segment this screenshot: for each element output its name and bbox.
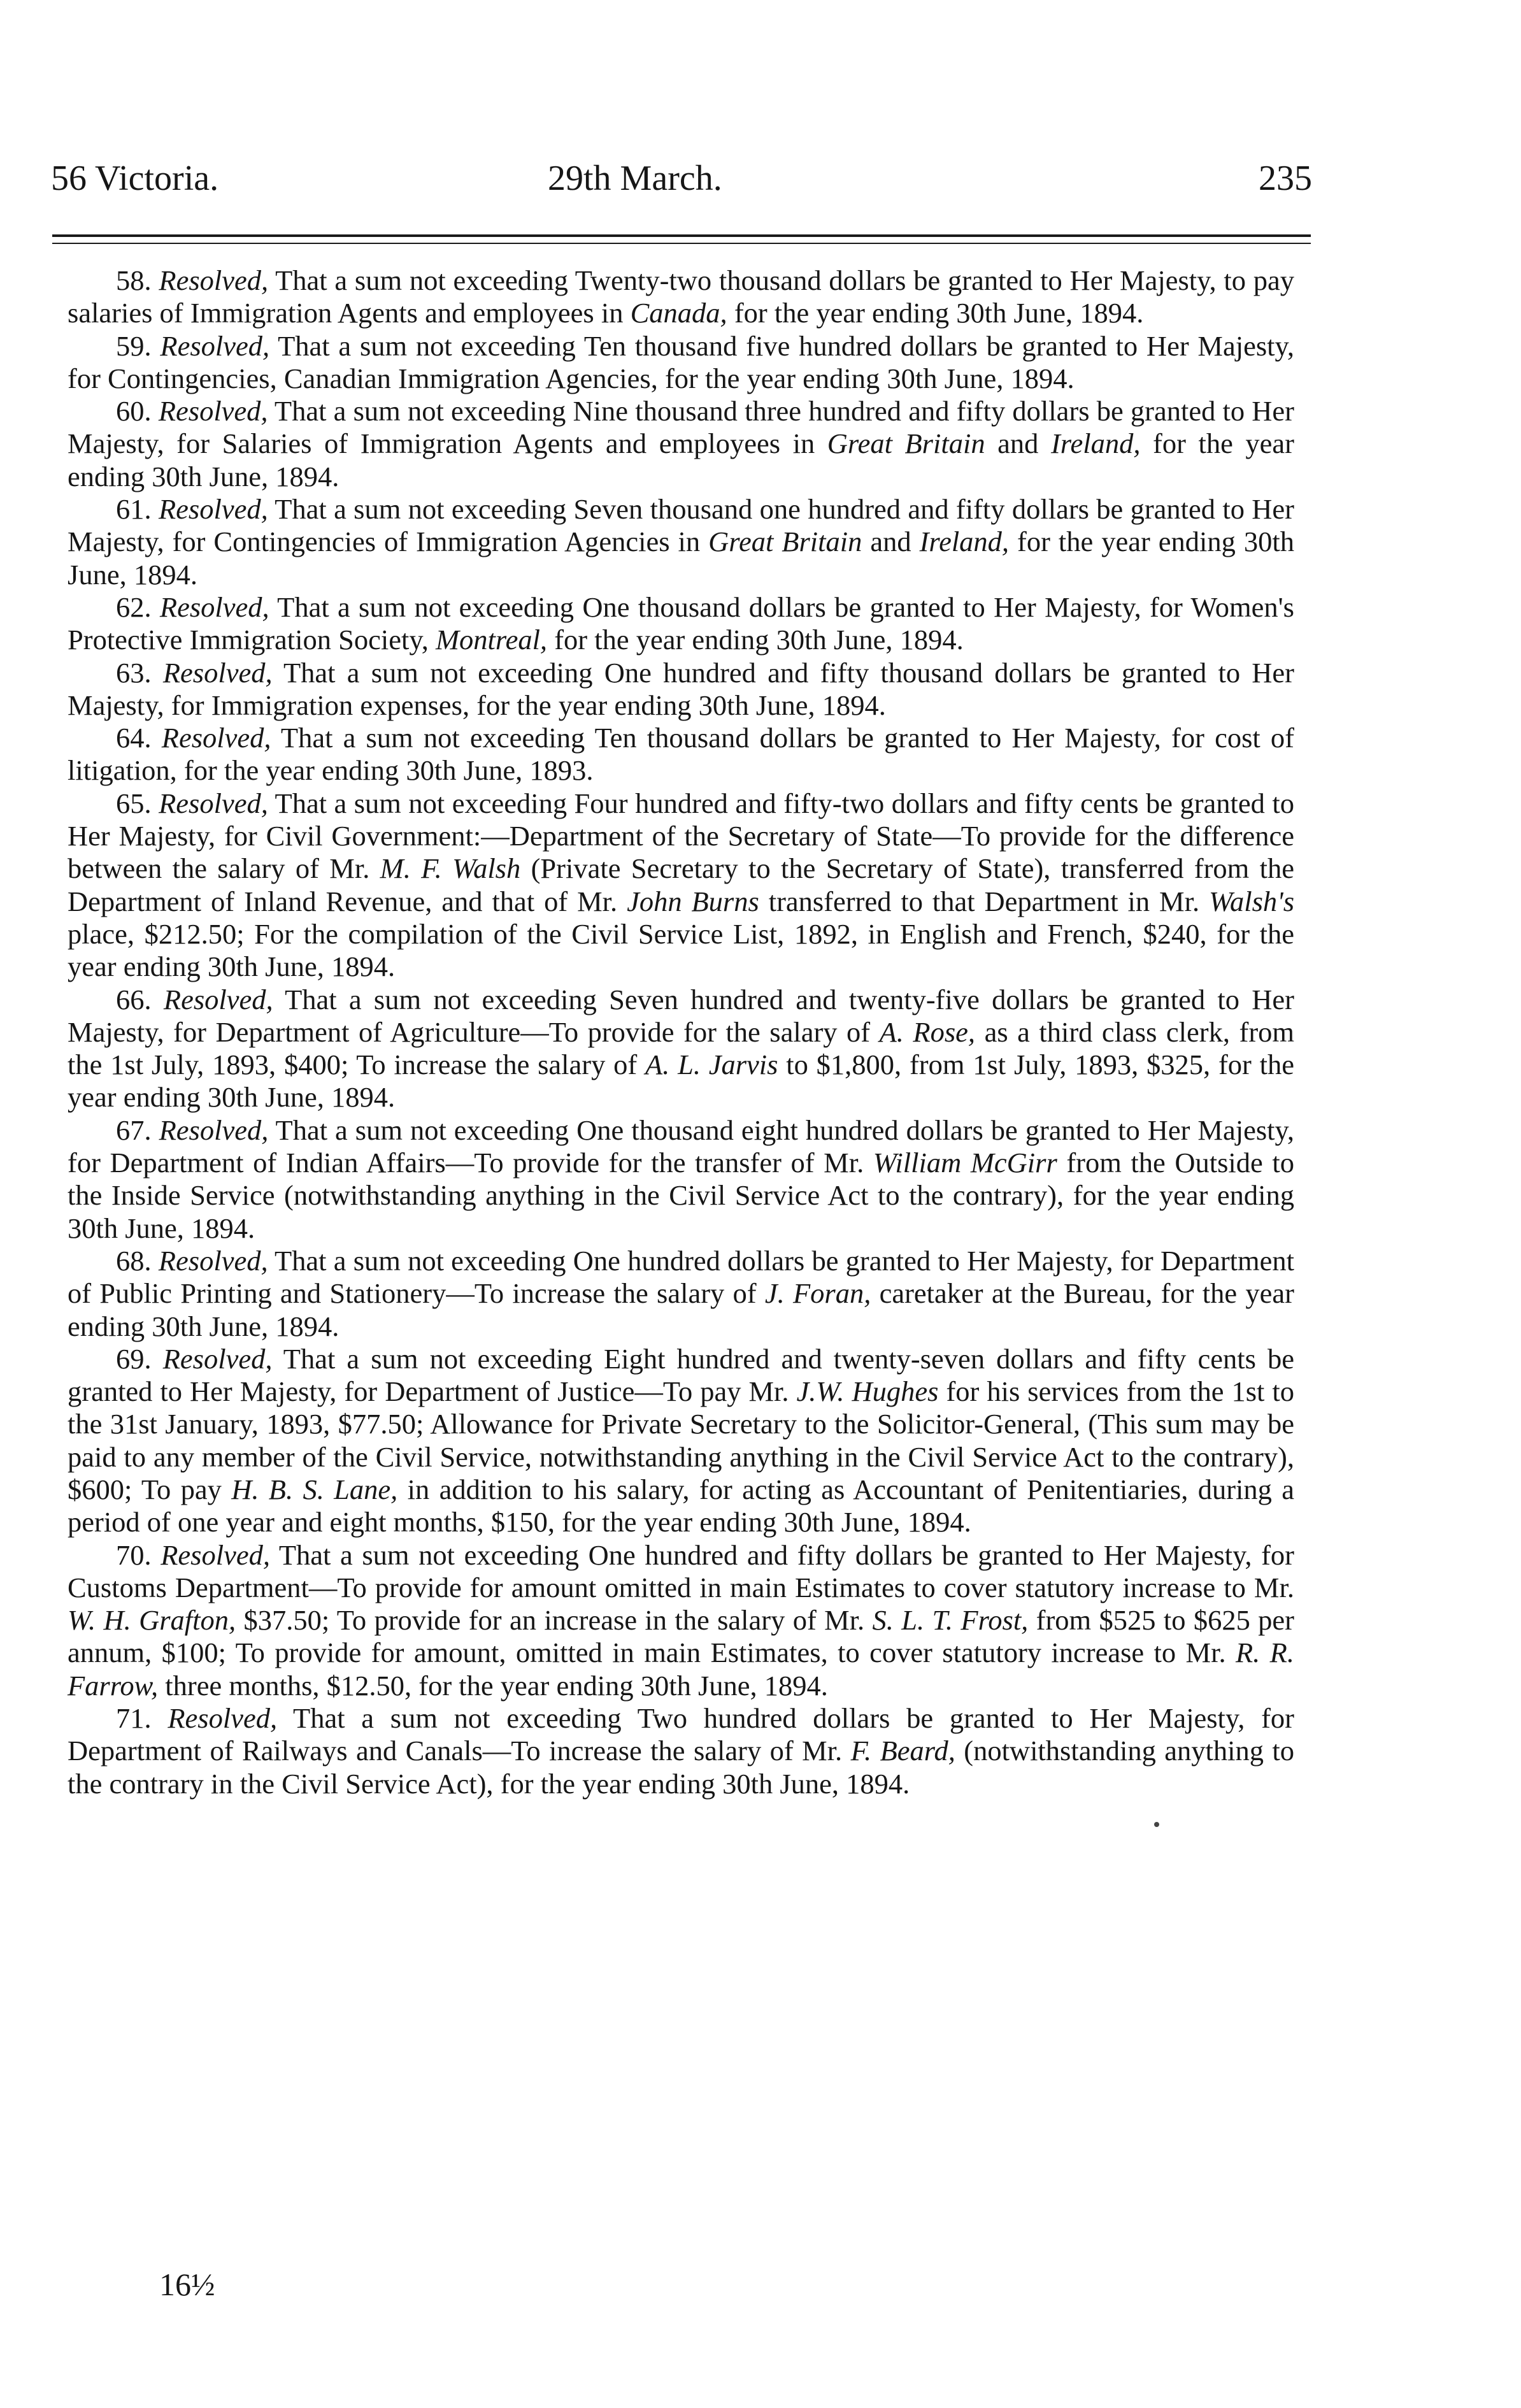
resolution-number: 68. [116, 1244, 152, 1277]
resolution-paragraph [68, 984, 1294, 1114]
resolved-word: Resolved, [159, 591, 269, 623]
resolution-number: 70. [116, 1538, 152, 1571]
resolution-paragraph [68, 493, 1294, 591]
text-segment: and [985, 427, 1051, 460]
italic-name-segment: Walsh's [1209, 885, 1295, 917]
italic-name-segment: M. F. Walsh [380, 852, 521, 885]
text-segment: for the year ending 30th June, 1894. [547, 624, 964, 656]
text-segment: That a sum not exceeding One hundred and fifty dollars be granted to Her Majesty, for Customs Department—To provide for amount omitted in main Estimates to cover statutory increase to Mr. [68, 1538, 1295, 1603]
resolved-word: Resolved, [160, 329, 270, 362]
italic-name-segment: Great Britain [708, 526, 862, 558]
resolution-paragraph [68, 1539, 1294, 1702]
resolution-paragraph [68, 787, 1294, 984]
resolution-number: 59. [116, 329, 152, 362]
italic-name-segment: R. R. Farrow, [68, 1637, 1294, 1702]
resolved-word: Resolved, [159, 264, 269, 296]
italic-name-segment: A. L. Jarvis [645, 1049, 778, 1081]
resolved-word: Resolved, [158, 1244, 268, 1277]
resolution-paragraph [68, 657, 1294, 722]
page-header [51, 153, 1312, 204]
text-segment: for the year ending 30th June, 1894. [68, 526, 1294, 591]
resolution-number: 66. [116, 983, 152, 1015]
text-segment: for the year ending 30th June, 1894. [68, 427, 1294, 492]
header-session: 56 Victoria. [51, 159, 219, 198]
italic-name-segment: J. Foran, [764, 1277, 871, 1310]
italic-name-segment: H. B. S. Lane, [231, 1473, 398, 1505]
italic-name-segment: J.W. Hughes [796, 1375, 939, 1408]
signature-mark: 16½ [159, 2267, 215, 2302]
resolved-word: Resolved, [158, 493, 268, 526]
resolution-paragraph [68, 1114, 1294, 1245]
text-segment: as a third class clerk, from the 1st July, 1893, $400; To increase the salary of [68, 1015, 1294, 1081]
text-segment: That a sum not exceeding Eight hundred and twenty-seven dollars and fifty cents be granted to Her Majesty, for Department of Justice—To pay Mr. [68, 1342, 1295, 1408]
text-segment: That a sum not exceeding Seven hundred and twenty-five dollars be granted to Her Majesty, for Department of Agriculture—To provide for the salary of [68, 983, 1295, 1048]
resolved-word: Resolved, [159, 787, 268, 819]
resolutions-body [68, 264, 1294, 1800]
resolved-word: Resolved, [162, 1342, 273, 1375]
resolution-paragraph [68, 1343, 1294, 1539]
text-segment: (notwithstanding anything to the contrary in the Civil Service Act), for the year ending 30th June, 1894. [68, 1735, 1295, 1800]
resolution-paragraph [68, 1245, 1294, 1343]
header-date: 29th March. [548, 159, 722, 198]
resolution-number: 61. [116, 493, 152, 526]
resolution-number: 67. [116, 1114, 152, 1146]
resolution-paragraph [68, 722, 1294, 787]
text-segment: That a sum not exceeding Nine thousand three hundred and fifty dollars be granted to Her Majesty, for Salaries of Immigration Agents and employees in [68, 395, 1294, 460]
text-segment: That a sum not exceeding Four hundred and fifty-two dollars and fifty cents be granted to Her Majesty, for Civil Government:—Department of the Secretary of State—To provide for the difference between the salary of Mr. [68, 787, 1294, 885]
resolved-word: Resolved, [159, 1114, 269, 1146]
italic-name-segment: John Burns [627, 885, 759, 917]
resolution-number: 69. [116, 1342, 152, 1375]
resolved-word: Resolved, [168, 1702, 278, 1735]
text-segment: That a sum not exceeding Ten thousand five hundred dollars be granted to Her Majesty, for Contingencies, Canadian Immigration Agencies, for the year ending 30th June, 1894. [68, 329, 1295, 394]
resolution-number: 62. [116, 591, 152, 623]
text-segment: That a sum not exceeding Seven thousand one hundred and fifty dollars be granted to Her Majesty, for Contingencies of Immigration Agencies in [68, 493, 1294, 558]
text-segment: place, $212.50; For the compilation of the Civil Service List, 1892, in English and French, $240, for the year ending 30th June, 1894. [68, 917, 1294, 983]
resolution-number: 64. [116, 722, 152, 754]
italic-name-segment: Montreal, [435, 624, 548, 656]
resolution-paragraph [68, 1702, 1294, 1800]
italic-name-segment: Ireland, [919, 526, 1010, 558]
resolved-word: Resolved, [161, 722, 271, 754]
text-segment: to $1,800, from 1st July, 1893, $325, for the year ending 30th June, 1894. [68, 1049, 1294, 1114]
text-segment: That a sum not exceeding One thousand dollars be granted to Her Majesty, for Women's Protective Immigration Society, [68, 591, 1295, 656]
italic-name-segment: Canada, [630, 297, 727, 329]
header-rule-bottom [52, 243, 1311, 244]
text-segment: (Private Secretary to the Secretary of State), transferred from the Department of Inland Revenue, and that of Mr. [68, 852, 1294, 917]
page-number: 235 [1259, 159, 1312, 198]
text-segment: in addition to his salary, for acting as Accountant of Penitentiaries, during a period of one year and eight months, $150, for the year ending 30th June, 1894. [68, 1473, 1295, 1538]
text-segment: That a sum not exceeding Two hundred dollars be granted to Her Majesty, for Department of Railways and Canals—To increase the salary of Mr. [68, 1702, 1295, 1767]
text-segment: That a sum not exceeding Ten thousand dollars be granted to Her Majesty, for cost of litigation, for the year ending 30th June, 1893. [68, 722, 1294, 787]
resolution-number: 58. [116, 264, 152, 296]
italic-name-segment: Ireland, [1050, 427, 1141, 460]
resolution-number: 60. [116, 395, 152, 427]
text-segment: That a sum not exceeding One hundred dollars be granted to Her Majesty, for Department of Public Printing and Stationery—To increase the salary of [68, 1244, 1295, 1310]
resolution-number: 71. [116, 1702, 152, 1735]
resolution-paragraph [68, 264, 1294, 330]
text-segment: That a sum not exceeding Twenty-two thousand dollars be granted to Her Majesty, to pay salaries of Immigration Agents and employees in [68, 264, 1294, 329]
text-segment: from $525 to $625 per annum, $100; To provide for amount, omitted in main Estimates, to cover statutory increase to Mr. [68, 1604, 1294, 1669]
italic-name-segment: S. L. T. Frost, [872, 1604, 1029, 1637]
italic-name-segment: William McGirr [873, 1147, 1057, 1179]
text-segment: from the Outside to the Inside Service (notwithstanding anything in the Civil Service Act to the contrary), for the year ending 30th June, 1894. [68, 1147, 1294, 1244]
text-segment: and [862, 526, 920, 558]
italic-name-segment: W. H. Grafton, [68, 1604, 236, 1637]
resolved-word: Resolved, [158, 395, 268, 427]
resolved-word: Resolved, [162, 656, 273, 689]
print-speck [1154, 1822, 1159, 1827]
resolved-word: Resolved, [161, 1538, 270, 1571]
header-rule-top [52, 234, 1311, 237]
italic-name-segment: F. Beard, [850, 1735, 955, 1767]
text-segment: for the year ending 30th June, 1894. [727, 297, 1144, 329]
text-segment: caretaker at the Bureau, for the year ending 30th June, 1894. [68, 1277, 1294, 1342]
text-segment: for his services from the 1st to the 31st January, 1893, $77.50; Allowance for Private Secretary to the Solicitor-General, (This sum may be paid to any member of the Civil Service, notwithstanding anything in the Civil Service Act to the contrary), $600; To pay [68, 1375, 1294, 1505]
resolution-paragraph [68, 591, 1294, 657]
text-segment: transferred to that Department in Mr. [759, 885, 1210, 917]
resolution-number: 63. [116, 656, 152, 689]
text-segment: three months, $12.50, for the year ending 30th June, 1894. [158, 1669, 828, 1702]
italic-name-segment: Great Britain [827, 427, 985, 460]
resolution-paragraph [68, 395, 1294, 493]
text-segment: $37.50; To provide for an increase in the salary of Mr. [236, 1604, 873, 1637]
text-segment: That a sum not exceeding One thousand eight hundred dollars be granted to Her Majesty, for Department of Indian Affairs—To provide for the transfer of Mr. [68, 1114, 1295, 1179]
italic-name-segment: A. Rose, [879, 1015, 976, 1048]
text-segment: That a sum not exceeding One hundred and fifty thousand dollars be granted to Her Majesty, for Immigration expenses, for the year ending 30th June, 1894. [68, 656, 1294, 721]
resolution-number: 65. [116, 787, 152, 819]
resolved-word: Resolved, [163, 983, 273, 1015]
resolution-paragraph [68, 330, 1294, 396]
